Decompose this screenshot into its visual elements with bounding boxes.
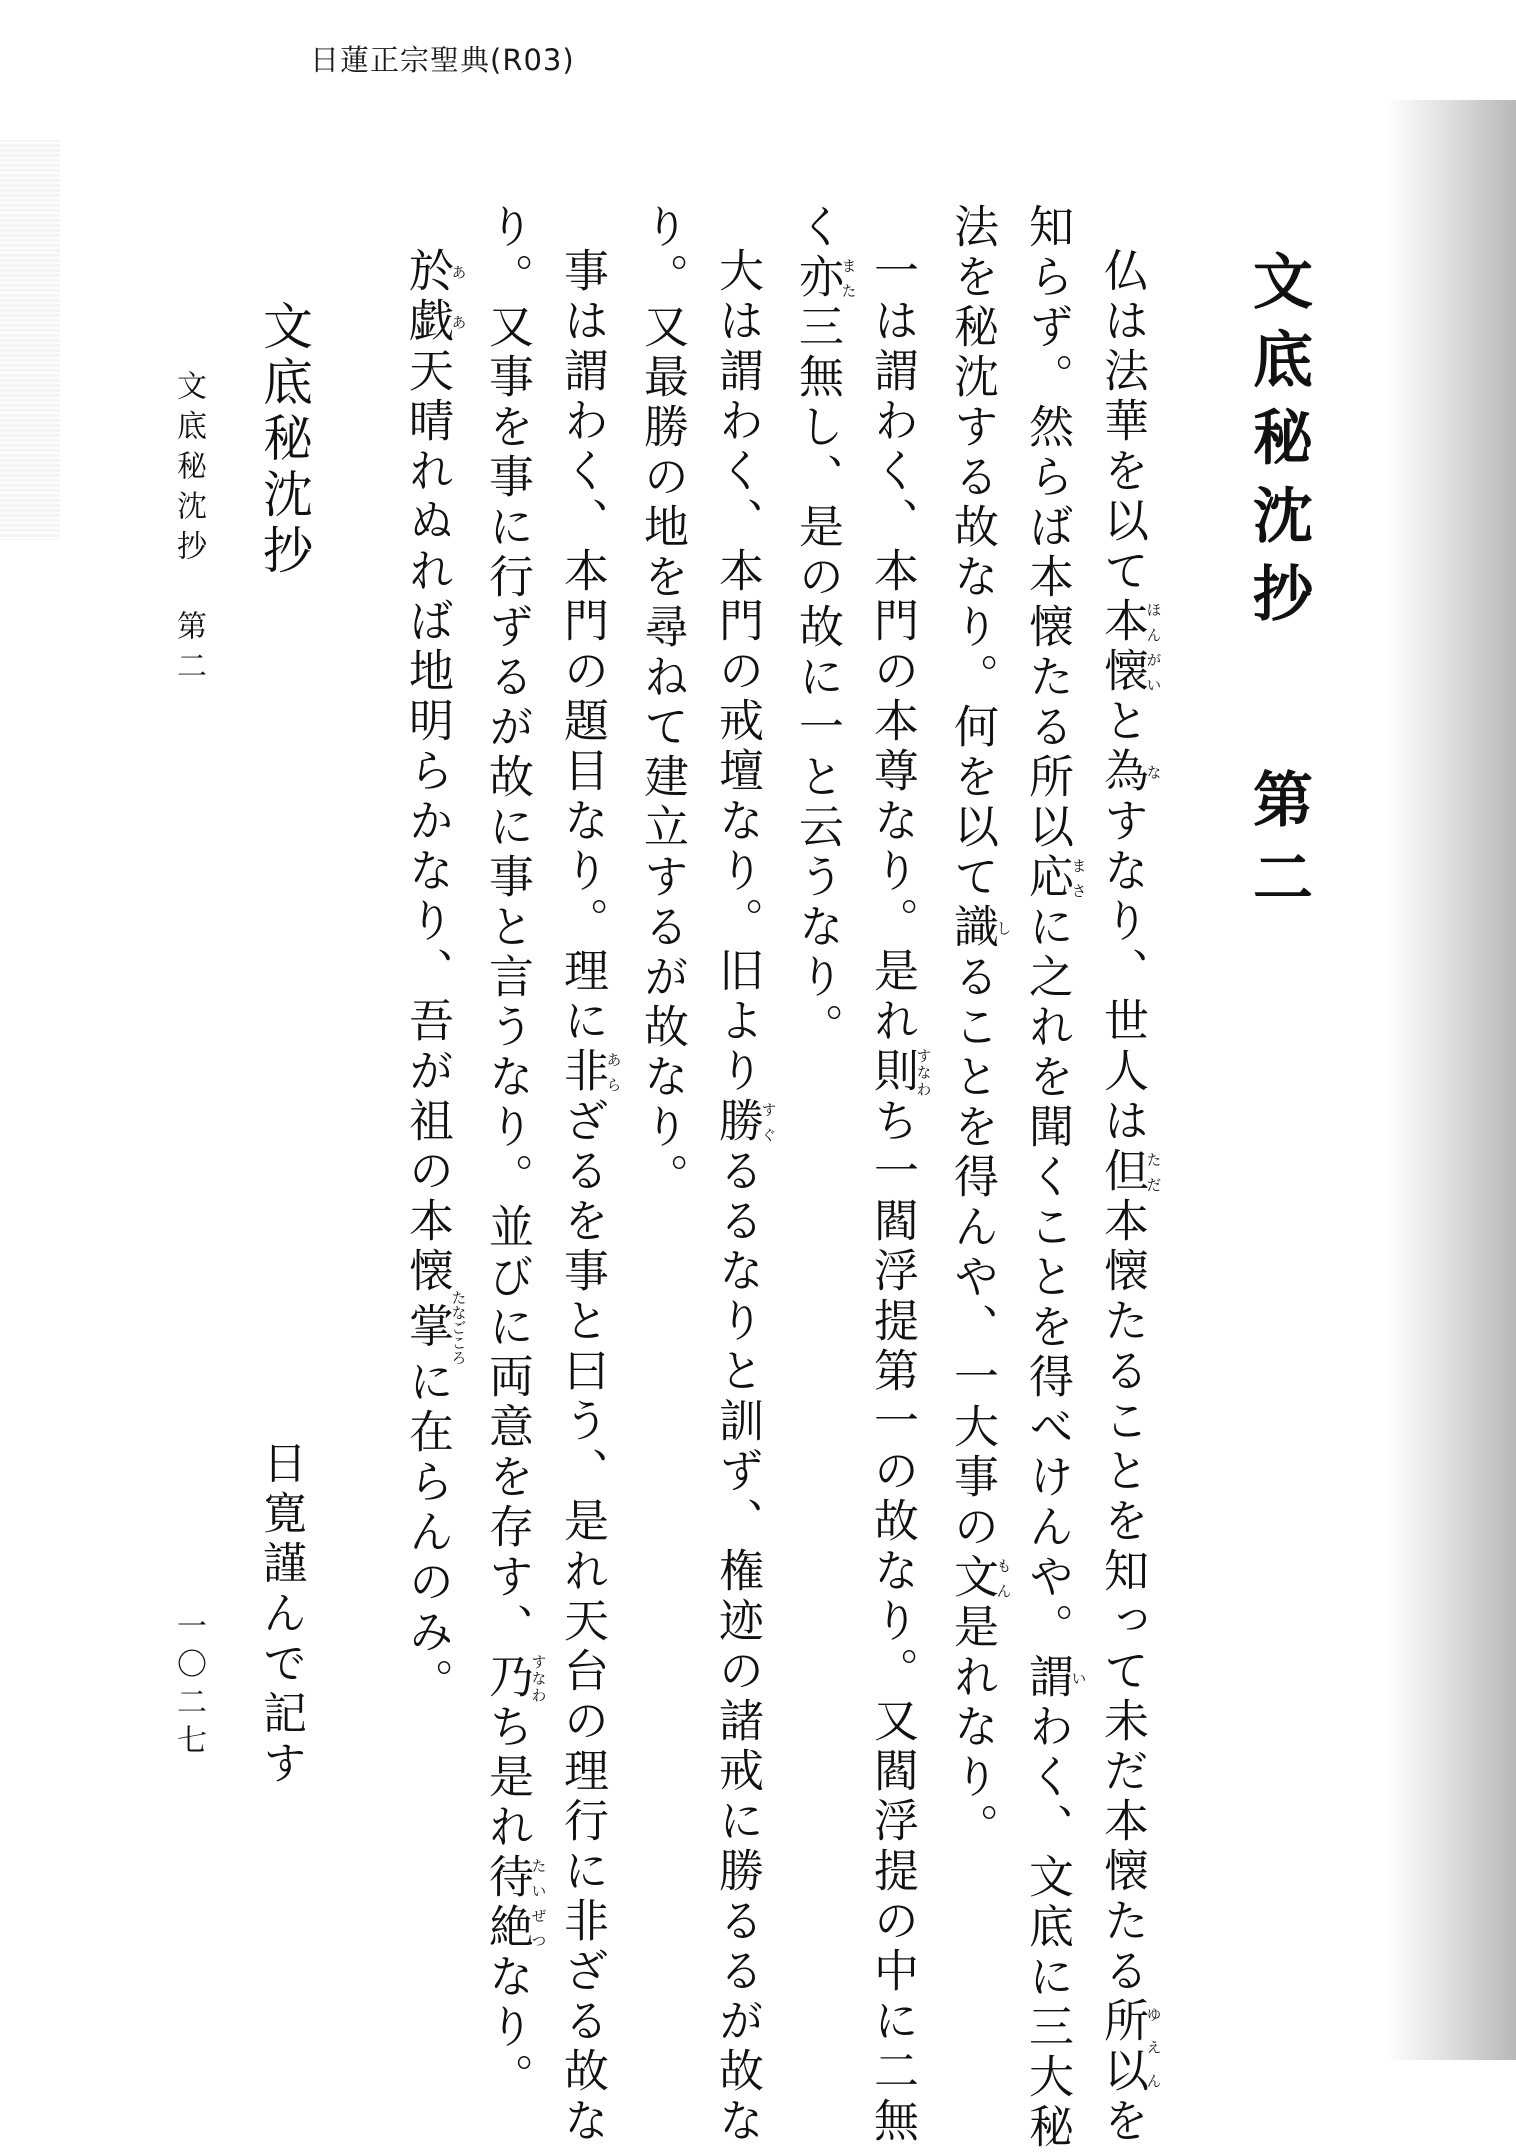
chapter-title	[1235, 250, 1321, 924]
body-line-10: 於あ戯あ天晴れぬれば地明らかなり、吾が祖の本懐掌たなごころに在らんのみ。	[401, 247, 468, 1708]
body-line-8: 事は謂わく、本門の題目なり。理に非あらざるを事と曰う、是れ天台の理行に非ざる故な	[556, 247, 623, 2147]
page-edge-shadow	[1386, 100, 1516, 2060]
body-line-2: 知らず。然らば本懐たる所以応まさに之れを聞くことを得べけんや。謂いわく、文底に三大秘	[1021, 203, 1088, 2153]
body-line-3: 法を秘沈する故なり。何を以て識しることを得んや、一大事の文もん是れなり。	[946, 203, 1013, 1853]
body-line-1: 仏は法華を以て本懐ほんがいと為なすなり、世人は但ただ本懐たることを知って未だ本懐たる所以ゆえんを	[1096, 247, 1163, 2147]
book-header: 日蓮正宗聖典(R03)	[310, 43, 575, 77]
body-line-6: 大は謂わく、本門の戒壇なり。旧より勝すぐるるなりと訓ず、権迹の諸戒に勝るるが故な	[711, 247, 778, 2147]
closing-title: 文底秘沈抄	[255, 300, 313, 580]
body-line-5: く亦また三無し、是の故に一と云うなり。	[791, 203, 858, 1053]
scan-noise	[0, 140, 60, 540]
page-number: 一〇二七	[171, 1610, 206, 1762]
author-signature: 日寛謹んで記す	[255, 1440, 306, 1790]
chapter-title-main: 文底秘沈抄	[1243, 250, 1313, 640]
running-title: 文底秘沈抄 第二	[171, 370, 206, 690]
body-line-4: 一は謂わく、本門の本尊なり。是れ則すなわち一閻浮提第一の故なり。又閻浮提の中に二無	[866, 247, 933, 2147]
body-line-9: り。又事を事に行ずるが故に事と言うなり。並びに両意を存す、乃すなわち是れ待絶たいぜつなり。	[481, 203, 548, 2103]
chapter-title-sub: 第二	[1243, 768, 1313, 924]
body-line-7: り。又最勝の地を尋ねて建立するが故なり。	[636, 203, 689, 1203]
